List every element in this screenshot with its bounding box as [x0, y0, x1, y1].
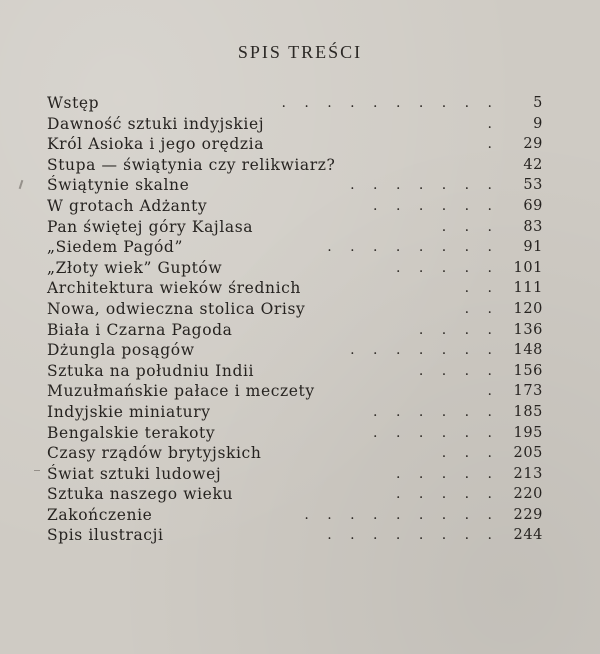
toc-page-number: 156 — [513, 362, 543, 379]
toc-entry-title: Dawność sztuki indyjskiej — [47, 114, 265, 133]
toc-dot-leader: . . . . . . . . . . — [281, 95, 499, 111]
toc-entry-title: Dżungla posągów — [47, 341, 195, 360]
pencil-mark — [19, 180, 24, 189]
toc-entry-title: Król Asioka i jego orędzia — [47, 135, 265, 154]
toc-entry — [47, 361, 543, 382]
toc-entry — [47, 320, 543, 341]
toc-dot-leader: . . . . — [418, 362, 499, 379]
toc-dot-leader: . . . . . . . — [350, 342, 499, 359]
toc-entry-title: „Siedem Pagód” — [47, 238, 183, 257]
toc-entry-title: Nowa, odwieczna stolica Orisy — [47, 299, 306, 318]
toc-page-number: 173 — [513, 383, 543, 400]
toc-entry-title: Muzułmańskie pałace i meczety — [47, 382, 315, 401]
toc-entry — [47, 443, 543, 464]
toc-entry-title: Bengalskie terakoty — [47, 423, 216, 442]
toc-dot-leader: . . . — [441, 445, 499, 462]
toc-entry-title: Wstęp — [47, 94, 100, 112]
toc-page-number: 5 — [533, 95, 543, 111]
table-of-contents — [47, 93, 543, 546]
toc-entry — [47, 340, 543, 361]
toc-page-number: 42 — [523, 156, 543, 173]
toc-dot-leader: . . . . . . . — [350, 177, 499, 194]
toc-page-number: 120 — [513, 300, 543, 317]
toc-entry — [47, 278, 543, 299]
toc-entry-title: Architektura wieków średnich — [47, 279, 301, 298]
toc-dot-leader: . . . . . . — [373, 197, 499, 214]
toc-entry — [47, 525, 543, 546]
toc-page-number: 29 — [523, 136, 543, 153]
toc-dot-leader: . . . . . — [395, 465, 499, 482]
toc-entry — [47, 505, 543, 526]
toc-entry-title: Indyjskie miniatury — [47, 402, 211, 421]
toc-page-number: 136 — [513, 321, 543, 338]
toc-page-number: 83 — [523, 218, 543, 235]
toc-entry — [47, 402, 543, 423]
toc-entry — [47, 381, 543, 402]
toc-entry — [47, 155, 543, 176]
toc-page-number: 111 — [513, 280, 543, 297]
toc-entry — [47, 258, 543, 279]
toc-page-number: 220 — [513, 486, 543, 503]
toc-page-number: 205 — [513, 445, 543, 462]
toc-entry — [47, 484, 543, 505]
toc-entry-title: Biała i Czarna Pagoda — [47, 320, 233, 339]
toc-dot-leader: . . . . . . — [373, 403, 499, 420]
toc-entry-title: Sztuka na południu Indii — [47, 361, 255, 380]
toc-dot-leader: . . . . . — [395, 259, 499, 276]
toc-dot-leader: . — [487, 136, 499, 153]
toc-page-number: 148 — [513, 342, 543, 359]
toc-page-number: 9 — [533, 115, 543, 132]
toc-entry — [47, 114, 543, 135]
toc-page-number: 195 — [513, 424, 543, 441]
toc-dot-leader: . . . . . — [395, 486, 499, 503]
toc-entry — [47, 175, 543, 196]
toc-dot-leader: . . — [464, 300, 499, 317]
toc-page-number: 185 — [513, 403, 543, 420]
toc-dot-leader: . . — [464, 280, 499, 297]
toc-entry — [47, 423, 543, 444]
toc-entry — [47, 217, 543, 238]
toc-entry-title: Czasy rządów brytyjskich — [47, 444, 262, 463]
toc-page-number: 244 — [513, 527, 543, 544]
toc-entry — [47, 134, 543, 155]
toc-entry — [47, 237, 543, 258]
pencil-mark — [34, 470, 40, 471]
toc-dot-leader: . — [487, 115, 499, 132]
toc-page-number: 69 — [523, 197, 543, 214]
toc-entry — [47, 464, 543, 485]
toc-entry-title: Stupa — świątynia czy relikwiarz? — [47, 155, 336, 174]
toc-dot-leader: . — [487, 383, 499, 400]
toc-dot-leader: . . . . . . . . . — [304, 506, 499, 523]
toc-entry-title: Sztuka naszego wieku — [47, 485, 234, 504]
toc-dot-leader: . . . . . . . . — [327, 527, 499, 544]
toc-dot-leader: . . . . . . . . — [327, 239, 499, 256]
toc-page-number: 53 — [523, 177, 543, 194]
toc-entry-title: Spis ilustracji — [47, 526, 164, 545]
toc-page-number: 213 — [513, 465, 543, 482]
toc-entry — [47, 93, 543, 114]
toc-entry-title: Świat sztuki ludowej — [47, 464, 222, 483]
toc-dot-leader: . . . — [441, 218, 499, 235]
toc-page-number: 91 — [523, 239, 543, 256]
toc-entry-title: „Złoty wiek” Guptów — [47, 258, 223, 277]
toc-entry — [47, 196, 543, 217]
toc-entry-title: Pan świętej góry Kajlasa — [47, 217, 254, 236]
toc-dot-leader: . . . . . . — [373, 424, 499, 441]
page-title: SPIS TREŚCI — [237, 42, 363, 62]
toc-entry-title: Zakończenie — [47, 505, 153, 524]
toc-entry-title: Świątynie skalne — [47, 176, 190, 195]
toc-page-number: 101 — [513, 259, 543, 276]
toc-entry — [47, 299, 543, 320]
toc-page-number: 229 — [513, 506, 543, 523]
toc-entry-title: W grotach Adżanty — [47, 196, 208, 215]
toc-dot-leader: . . . . — [418, 321, 499, 338]
